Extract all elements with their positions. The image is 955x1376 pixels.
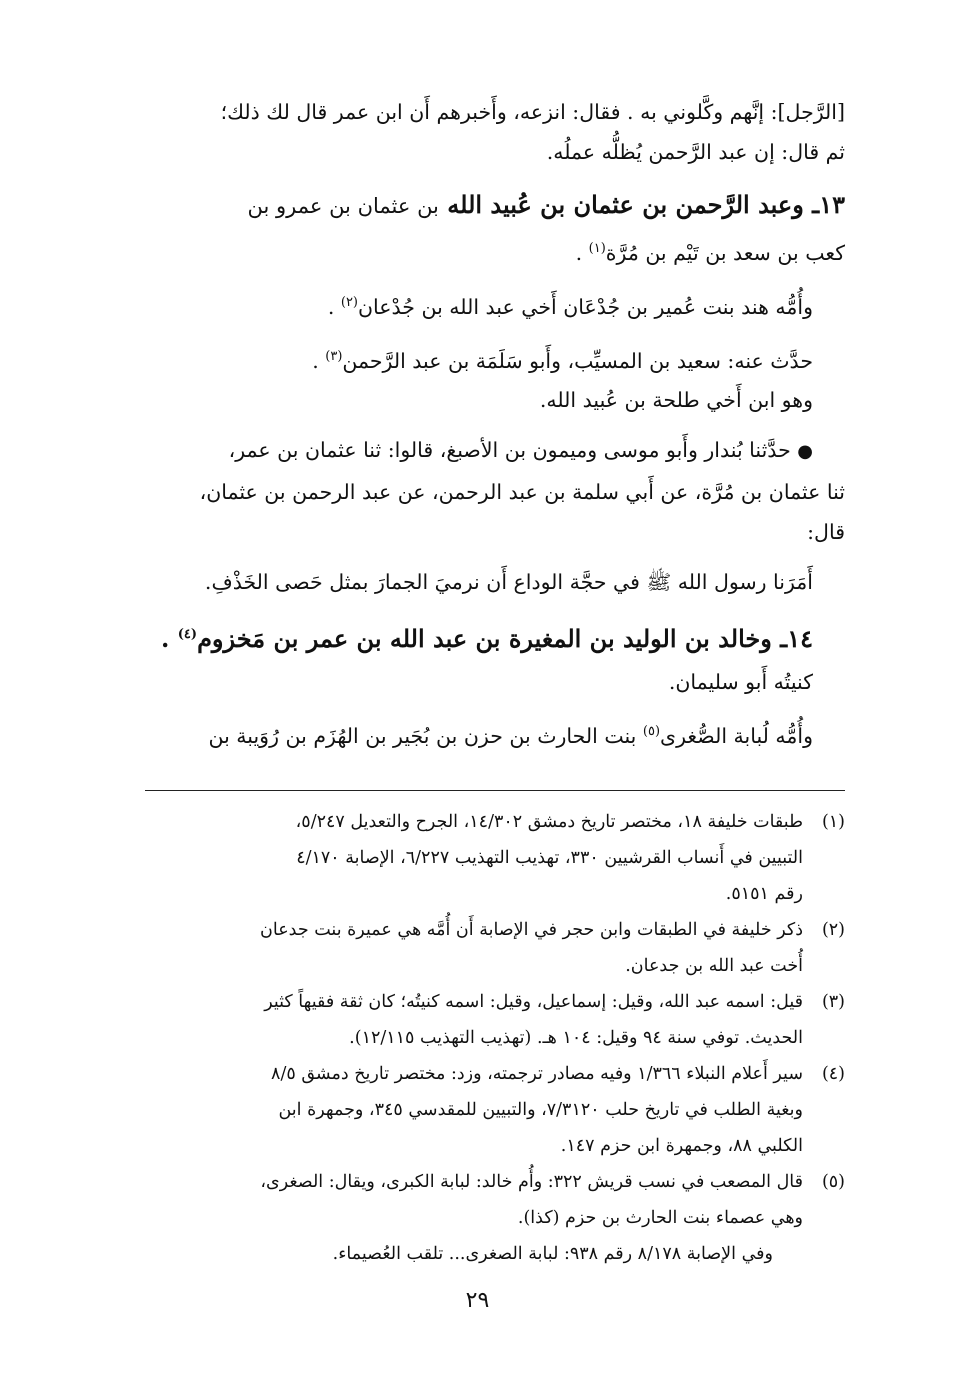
footnote-ref[interactable]: (٣)	[325, 348, 343, 364]
hadith-matn: أَمَرَنا رسول الله ﷺ في حجَّة الوداع أَن نرميَ الجمارَ بمثل حَصى الخَذْفِ.	[204, 570, 813, 595]
footnote-1	[140, 804, 845, 912]
footnote-number: (٤)	[821, 1064, 845, 1084]
main-text	[140, 92, 845, 756]
footnote-ref[interactable]: (٥)	[642, 724, 661, 740]
footnote-3	[140, 984, 845, 1056]
entry-14-mother: وأُمُّه لُبابة الصُّغرى$^{(٥)}$ بنت الحارث بن حزن بن بُجَير بن الهُزَم بن رُوَيبة بن	[208, 724, 813, 749]
footnote-line: الكلبي ٨٨، وجمهرة ابن حزم ١٤٧.	[560, 1136, 803, 1156]
entry-13-heading: ١٣ـ وعبد الرَّحمن بن عثمان بن عُبيد الله بن عثمان بن عمرو بن	[247, 190, 845, 219]
footnote-line: وفي الإصابة ٨/١٧٨ رقم ٩٣٨: لبابة الصغرى... تلقب العُصيماء.	[332, 1244, 773, 1264]
paragraph-line: ثم قال: إن عبد الرَّحمن يُظلُّه عملُه.	[546, 140, 845, 164]
footnote-number: (٥)	[821, 1172, 845, 1192]
footnote-line: قيل: اسمه عبد الله، وقيل: إسماعيل، وقيل: اسمه كنيتُه؛ كان ثقة فقيهاً كثير	[264, 992, 803, 1012]
footnote-line: رقم ٥١٥١.	[725, 884, 803, 904]
footnote-ref[interactable]: (١)	[588, 241, 606, 256]
footnote-5	[140, 1164, 845, 1236]
entry-14-heading: ١٤ـ وخالد بن الوليد بن المغيرة بن عبد الله بن عمر بن مَخزوم$^{(٤)}$ .	[161, 624, 813, 654]
footnote-line: الحديث. توفي سنة ٩٤ وقيل: ١٠٤ هـ. (تهذيب التهذيب ١٢/١١٥).	[349, 1028, 803, 1048]
footnote-ref[interactable]: (٢)	[340, 294, 358, 310]
bullet-icon: ●	[797, 441, 813, 463]
hadith-isnad: ● حدَّثنا بُندار وأَبو موسى وميمون بن الأصبغ، قالوا: ثنا عثمان بن عمر،	[228, 438, 813, 463]
footnote-4	[140, 1056, 845, 1164]
footnote-line: أُخت عبد الله بن جدعان.	[625, 956, 803, 976]
footnote-line: ذكر خليفة في الطبقات وابن حجر في الإصابة أَن أُمَّه هي عميرة بنت جدعان	[260, 920, 803, 940]
footnote-line: وبغية الطلب في تاريخ حلب ٧/٣١٢٠، والتبيين للمقدسي ٣٤٥، وجمهرة ابن	[278, 1100, 803, 1120]
footnote-number: (٢)	[821, 920, 845, 940]
footnote-line: التبيين في أَنساب القرشيين ٣٣٠، تهذيب التهذيب ٦/٢٢٧، الإصابة ٤/١٧٠	[296, 848, 803, 868]
entry-13-lineage: كعب بن سعد بن تَيْم بن مُرَّة$^{(١)}$ .	[575, 240, 845, 265]
footnote-line: قال المصعب في نسب قريش ٣٢٢: وأُم خالد: لبابة الكبرى، ويقال: الصغرى،	[260, 1172, 803, 1192]
footnote-line: سير أَعلام النبلاء ١/٣٦٦ وفيه مصادر ترجمته، وزد: مختصر تاريخ دمشق ٨/٥	[271, 1064, 803, 1084]
page-number: ٢٩	[465, 1288, 490, 1313]
footnote-number: (٣)	[821, 992, 845, 1012]
footnote-divider	[145, 790, 845, 791]
entry-13-mother: وأُمُّه هند بنت عُمير بن جُدْعَان أَخي عبد الله بن جُدْعان$^{(٢)}$ .	[327, 294, 813, 319]
entry-14-kunya: كنيتُه أَبو سليمان.	[668, 670, 813, 695]
footnote-2	[140, 912, 845, 984]
footnote-line: وهي عصماء بنت الحارث بن حزم (كذا).	[517, 1208, 803, 1228]
footnotes	[140, 804, 845, 1272]
footnote-line: طبقات خليفة ١٨، مختصر تاريخ دمشق ١٤/٣٠٢، الجرح والتعديل ٥/٢٤٧،	[295, 812, 803, 832]
entry-13-narrators: حدَّث عنه: سعيد بن المسيِّب، وأَبو سَلَمَة بن عبد الرَّحمن$^{(٣)}$ .	[312, 348, 813, 373]
hadith-isnad: ثنا عثمان بن مُرَّة، عن أَبي سلمة بن عبد الرحمن، عن عبد الرحمن بن عثمان،	[199, 480, 845, 505]
footnote-ref[interactable]: (٤)	[177, 627, 198, 643]
footnote-number: (١)	[821, 812, 845, 832]
paragraph-line: [الرَّجل]: إنَّهم وكَّلوني به . فقال: انزعه، وأَخبرهم أَن ابن عمر قال لك ذلك؛	[220, 100, 845, 124]
hadith-isnad: قال:	[807, 520, 845, 545]
entry-13-nephew: وهو ابن أَخي طلحة بن عُبيد الله.	[539, 388, 813, 413]
